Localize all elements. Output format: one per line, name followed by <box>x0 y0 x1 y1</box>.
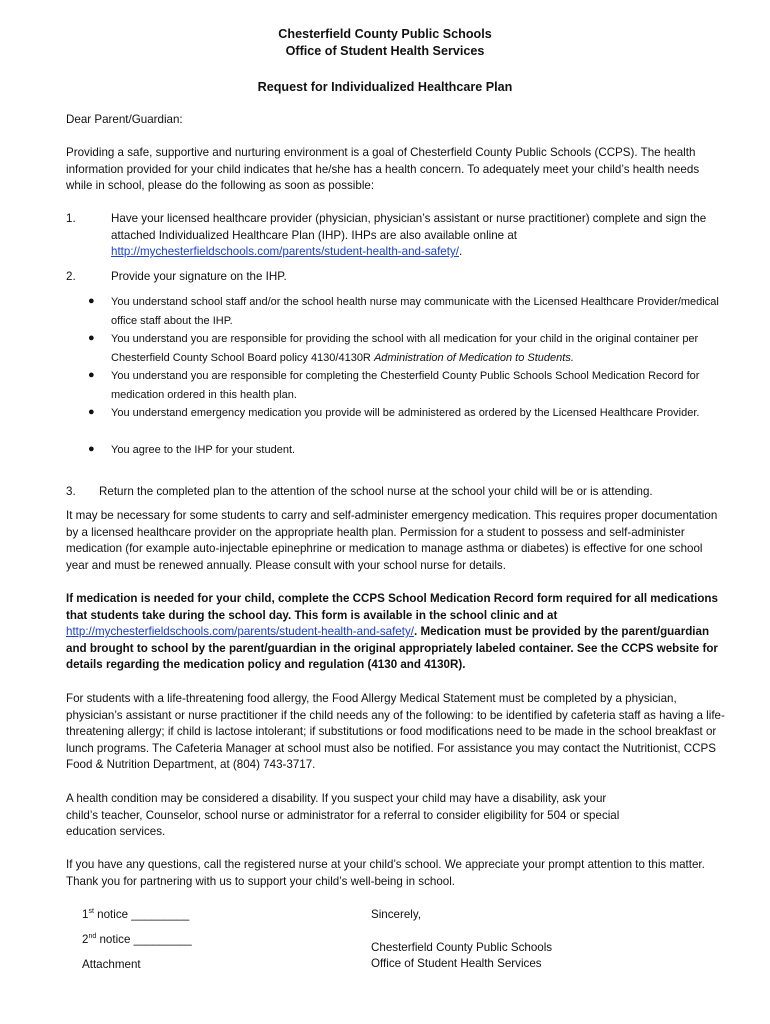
first-notice-sup: st <box>88 908 94 916</box>
second-notice-sup: nd <box>88 933 97 941</box>
bullet-4-dot: ● <box>88 406 95 418</box>
bullet-3-dot: ● <box>88 369 95 381</box>
sincerely: Sincerely, <box>371 908 422 921</box>
first-notice-label: notice _________ <box>93 908 190 921</box>
bullet-3-text: You understand you are responsible for completing the Chesterfield County Public Schools School Medication Record for medication ordered in this health plan. <box>111 370 700 401</box>
step-3-text: Return the completed plan to the attention of the school nurse at the school your child will be or is attending. <box>99 485 653 498</box>
page-title: Request for Individualized Healthcare Plan <box>257 80 513 94</box>
self-administer-paragraph: It may be necessary for some students to carry and self-administer emergency medication. This requires proper documentation by a licensed healthcare provider on the appropriate health plan. Permission for a student to possess and self-administer medication (for example auto-injectable epinephrine or medication to manage asthma or diabetes) is effective for one school year and must be renewed annually. Please consult with your school nurse for details. <box>66 509 718 572</box>
bullet-1-dot: ● <box>88 295 95 307</box>
bullet-2-text <box>111 330 721 367</box>
bullet-4-text: You understand emergency medication you provide will be administered as ordered by the Licensed Healthcare Provider. <box>111 407 700 419</box>
medication-notice-text-2: . Medication must be provided by the parent/guardian and brought to school by the parent/guardian in the original appropriately labeled container. See the CCPS website for details regarding the medication policy and regulation (4130 and 4130R). <box>66 625 718 671</box>
first-notice <box>82 907 189 924</box>
food-allergy-paragraph: For students with a life-threatening food allergy, the Food Allergy Medical Statement must be completed by a physician, physician’s assistant or nurse practitioner if the child needs any of the following: to be identified by cafeteria staff as having a life-threatening allergy; if child is lactose intolerant; if substitutions or food modifications need to be made in the school breakfast or lunch programs. The Cafeteria Manager at school must also be notified. For assistance you may contact the Nutritionist, CCPS Food & Nutrition Department, at (804) 743-3717. <box>66 692 725 771</box>
step-1-period: . <box>459 245 463 258</box>
bullet-5-dot: ● <box>88 443 95 455</box>
disability-line-1: A health condition may be considered a disability. If you suspect your child may have a disability, ask your <box>66 792 607 805</box>
bullet-2-policy-title: Administration of Medication to Students. <box>373 351 574 364</box>
first-notice-number: 1 <box>82 908 89 921</box>
closing-paragraph: If you have any questions, call the registered nurse at your child’s school. We appreciate your prompt attention to this matter. Thank you for partnering with us to support your child’s well-being in school. <box>66 858 705 888</box>
signoff-office: Office of Student Health Services <box>371 957 542 970</box>
header-org-name: Chesterfield County Public Schools <box>278 27 492 41</box>
greeting: Dear Parent/Guardian: <box>66 113 183 126</box>
second-notice-label: notice _________ <box>96 933 192 946</box>
medication-notice-text: If medication is needed for your child, complete the CCPS School Medication Record form required for all medications that students take during the school day. This form is available in the school clinic and at <box>66 592 718 622</box>
attachment-label: Attachment <box>82 958 141 971</box>
second-notice <box>82 932 192 949</box>
bullet-1-text: You understand school staff and/or the school health nurse may communicate with the Licensed Healthcare Provider/medical office staff about the IHP. <box>111 296 719 327</box>
step-1-text <box>111 211 721 261</box>
bullet-2-dot: ● <box>88 332 95 344</box>
second-notice-number: 2 <box>82 933 89 946</box>
intro-paragraph: Providing a safe, supportive and nurturing environment is a goal of Chesterfield County Public Schools (CCPS). The health information provided for your child indicates that he/she has a health concern. To adequately meet your child’s health needs while in school, please do the following as soon as possible: <box>66 146 700 192</box>
step-1-number: 1. <box>66 212 76 225</box>
disability-line-3: education services. <box>66 825 166 838</box>
step-2-number: 2. <box>66 270 76 283</box>
step-3-number: 3. <box>66 485 76 498</box>
disability-line-2: child’s teacher, Counselor, school nurse or administrator for a referral to consider eligibility for 504 or special <box>66 808 620 822</box>
medication-notice-paragraph <box>66 591 726 674</box>
signoff-org: Chesterfield County Public Schools <box>371 941 553 954</box>
step-1-link[interactable]: http://mychesterfieldschools.com/parents/student-health-and-safety/ <box>111 245 459 258</box>
header-office-name: Office of Student Health Services <box>285 44 485 58</box>
bullet-5-text: You agree to the IHP for your student. <box>111 444 296 456</box>
step-2-text: Provide your signature on the IHP. <box>111 270 287 283</box>
step-1-body: Have your licensed healthcare provider (physician, physician’s assistant or nurse practitioner) complete and sign the attached Individualized Healthcare Plan (IHP). IHPs are also available online at <box>111 212 707 242</box>
medication-record-link[interactable]: http://mychesterfieldschools.com/parents/student-health-and-safety/ <box>66 625 414 638</box>
bullet-2-body: You understand you are responsible for providing the school with all medication for your child in the original container per Chesterfield County School Board policy 4130/4130R <box>111 333 699 364</box>
